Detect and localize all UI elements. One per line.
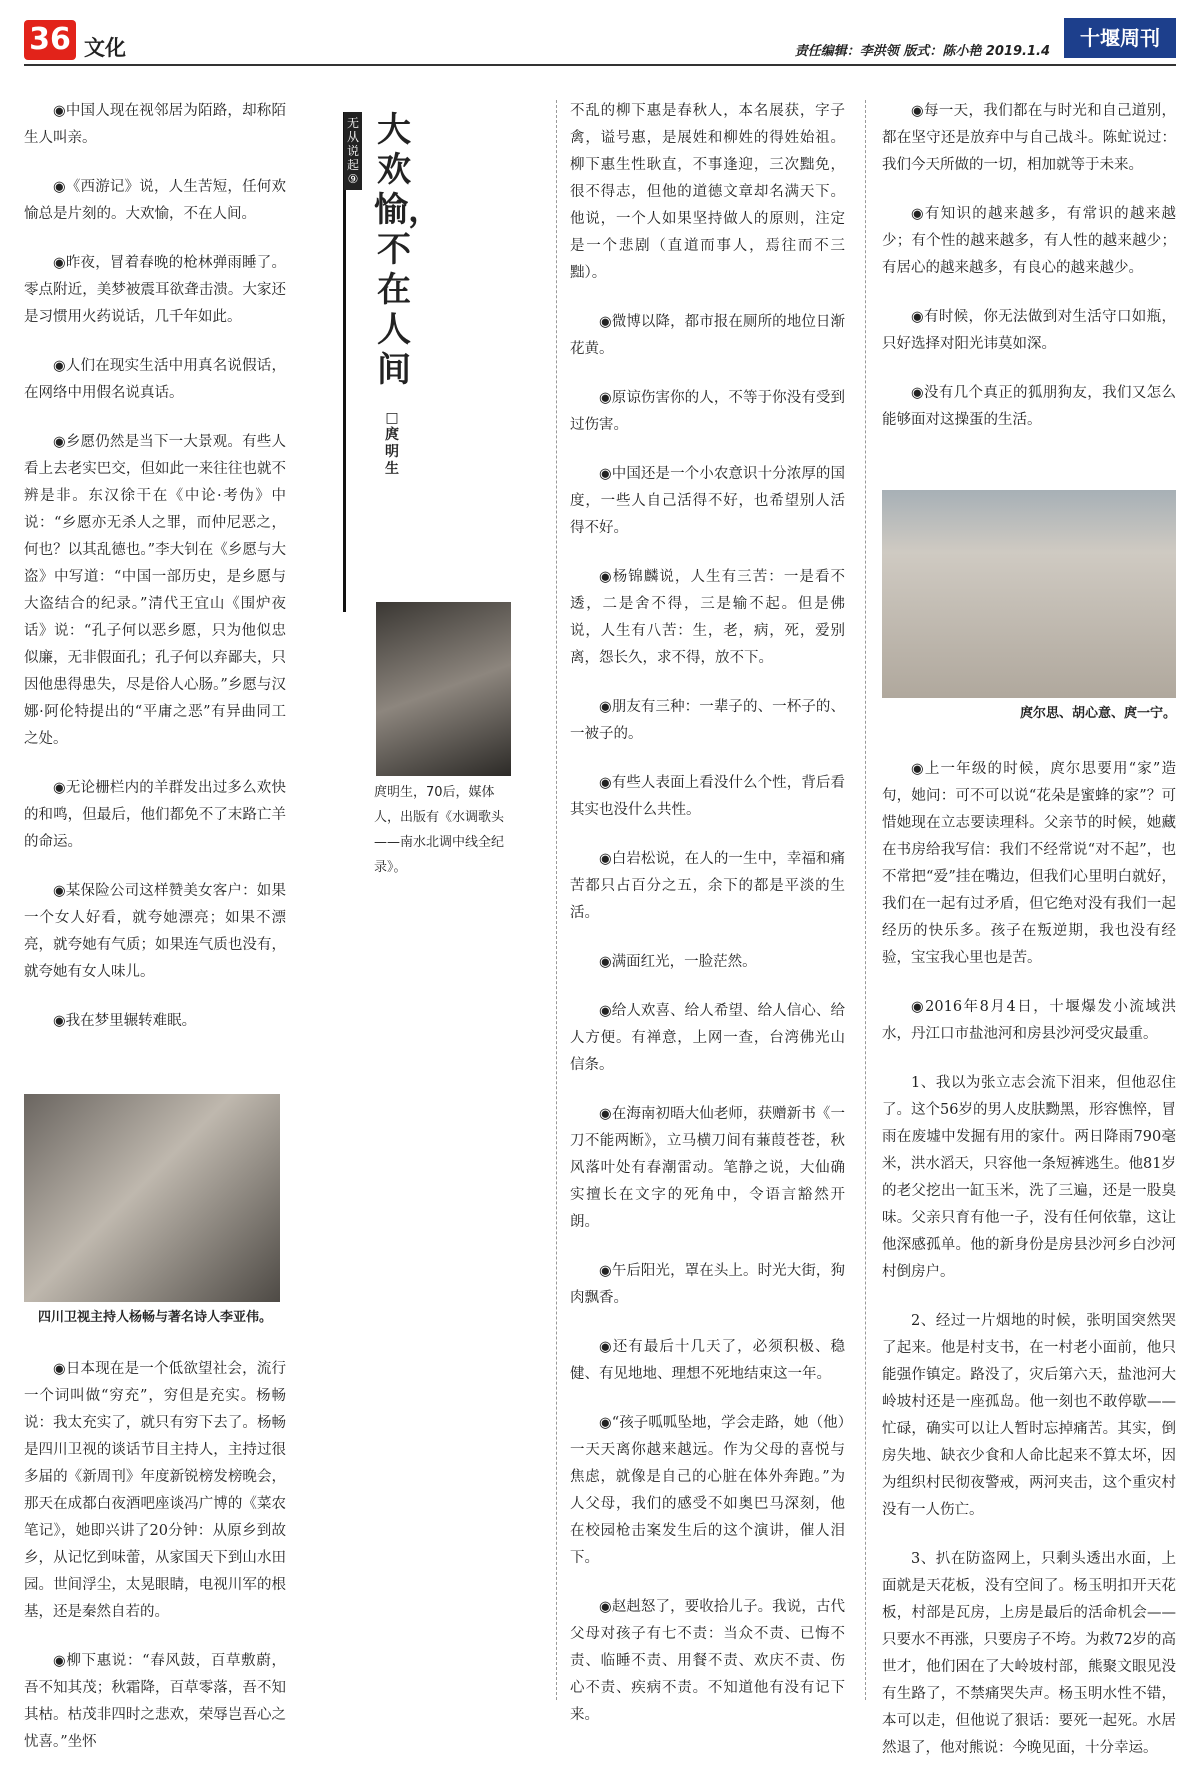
paragraph: ◉有时候，你无法做到对生活守口如瓶，只好选择对阳光讳莫如深。 [882,309,1176,352]
column-1b [24,1356,286,1778]
paragraph: ◉无论栅栏内的羊群发出过多么欢快的和鸣，但最后，他们都免不了末路亡羊的命运。 [24,780,286,850]
paragraph: ◉有些人表面上看没什么个性，背后看其实也没什么共性。 [570,775,845,818]
author-byline: □庹明生 [385,410,399,477]
photo1-caption: 四川卫视主持人杨畅与著名诗人李亚伟。 [37,1310,272,1325]
paragraph: ◉还有最后十几天了，必须积极、稳健、有见地地、理想不死地结束这一年。 [570,1339,845,1382]
paragraph: ◉满面红光，一脸茫然。 [599,954,757,970]
paragraph: ◉柳下惠说：“春风鼓，百草敷蔚，吾不知其茂；秋霜降，百草零落，吾不知其枯。枯茂非四时之悲欢，荣辱岂吾心之忧喜。”坐怀 [24,1653,286,1750]
paragraph: ◉有知识的越来越多，有常识的越来越少；有个性的越来越多，有人性的越来越少；有居心的越来越多，有良心的越来越少。 [882,206,1176,276]
title-line-1: 大欢愉， [374,110,442,230]
page-header [24,14,1176,66]
paragraph: 3、扒在防盗网上，只剩头透出水面，上面就是天花板，没有空间了。杨玉明扣开天花板，村部是瓦房，上房是最后的活命机会——只要水不再涨，只要房子不垮。为救72岁的高世才，他们困在了大岭坡村部，熊聚文眼见没有生路了，不禁痛哭失声。杨玉明水性不错，本可以走，但他说了狠话：要死一起死。水居然退了，他对熊说：今晚见面，十分幸运。 [882,1551,1176,1756]
paragraph: ◉没有几个真正的狐朋狗友，我们又怎么能够面对这操蛋的生活。 [882,385,1176,428]
brand-logo: 十堰周刊 [1064,18,1176,58]
column-2 [570,98,845,1751]
paragraph: ◉朋友有三种：一辈子的、一杯子的、一被子的。 [570,699,845,742]
author-caption: 庹明生，70后，媒体人，出版有《水调歌头——南水北调中线全纪录》。 [374,785,505,875]
paragraph: ◉中国还是一个小农意识十分浓厚的国度，一些人自己活得不好，也希望别人活得不好。 [570,466,845,536]
author-photo [376,602,511,776]
paragraph: ◉昨夜，冒着春晚的枪林弹雨睡了。零点附近，美梦被震耳欲聋击溃。大家还是习惯用火药说话，几千年如此。 [24,255,286,325]
series-tag: 无从说起⑨ [344,112,362,190]
paragraph: ◉日本现在是一个低欲望社会，流行一个词叫做“穷充”，穷但是充实。杨畅说：我太充实了，就只有穷下去了。杨畅是四川卫视的谈话节目主持人，主持过很多届的《新周刊》年度新锐榜发榜晚会，那天在成都白夜酒吧座谈冯广博的《菜农笔记》，她即兴讲了20分钟：从原乡到故乡，从记忆到味蕾，从家国天下到山水田园。世间浮尘，太晃眼睛，电视川军的根基，还是秦然自若的。 [24,1361,286,1620]
column-divider-1 [556,100,557,1700]
paragraph: ◉我在梦里辗转难眠。 [53,1013,197,1029]
paragraph: ◉上一年级的时候，庹尔思要用“家”造句，她问：可不可以说“花朵是蜜蜂的家”？可惜她现在立志要读理科。父亲节的时候，她藏在书房给我写信：我们不经常说“对不起”，也不常把“爱”挂在嘴边，但我们心里明白就好，我们在一起有过矛盾，但它绝对没有我们一起经历的快乐多。孩子在叛逆期，我也没有经验，宝宝我心里也是苦。 [882,761,1176,966]
photo-host-poet [24,1094,280,1302]
paragraph: ◉《西游记》说，人生苦短，任何欢愉总是片刻的。大欢愉，不在人间。 [24,179,286,222]
column-divider-2 [865,100,866,1700]
article-title [374,110,442,390]
paragraph: ◉人们在现实生活中用真名说假话，在网络中用假名说真话。 [24,358,286,401]
page-number: 36 [24,20,76,60]
paragraph: ◉杨锦麟说，人生有三苦：一是看不透，二是舍不得，三是输不起。但是佛说，人生有八苦：生，老，病，死，爱别离，怨长久，求不得，放不下。 [570,569,845,666]
paragraph: ◉2016年8月4日，十堰爆发小流域洪水，丹江口市盐池河和房县沙河受灾最重。 [882,999,1176,1042]
photo-children [882,490,1176,698]
paragraph: 不乱的柳下惠是春秋人，本名展获，字子禽，谥号惠，是展姓和柳姓的得姓始祖。柳下惠生性耿直，不事逢迎，三次黜免，很不得志，但他的道德文章却名满天下。他说，一个人如果坚持做人的原则，注定是一个悲剧（直道而事人，焉往而不三黜）。 [570,103,845,281]
paragraph: ◉乡愿仍然是当下一大景观。有些人看上去老实巴交，但如此一来往往也就不辨是非。东汉徐干在《中论·考伪》中说：“乡愿亦无杀人之罪，而仲尼恶之，何也？以其乱德也。”李大钊在《乡愿与大盗》中写道：“中国一部历史，是乡愿与大盗结合的纪录。”清代王宜山《围炉夜话》说：“孔子何以恶乡愿，只为他似忠似廉，无非假面孔；孔子何以弃鄙夫，只因他患得患失，尽是俗人心肠。”乡愿与汉娜·阿伦特提出的“平庸之恶”有异曲同工之处。 [24,434,286,747]
section-title: 文化 [84,36,126,60]
paragraph: ◉午后阳光，罩在头上。时光大街，狗肉飘香。 [570,1263,845,1306]
paragraph: ◉微博以降，都市报在厕所的地位日渐花黄。 [570,314,845,357]
column-3b [882,756,1176,1784]
paragraph: 2、经过一片烟地的时候，张明国突然哭了起来。他是村支书，在一村老小面前，他只能强作镇定。路没了，灾后第六天，盐池河大岭坡村还是一座孤岛。他一刻也不敢停歇——忙碌，确实可以让人暂时忘掉痛苦。其实，倒房失地、缺衣少食和人命比起来不算太坏，因为组织村民彻夜警戒，两河夹击，这个重灾村没有一人伤亡。 [882,1313,1176,1518]
paragraph: ◉在海南初晤大仙老师，获赠新书《一刀不能两断》，立马横刀间有蒹葭苍苍，秋风落叶处有春潮雷动。笔静之说，大仙确实擅长在文字的死角中，令语言豁然开朗。 [570,1106,845,1230]
paragraph: ◉中国人现在视邻居为陌路，却称陌生人叫亲。 [24,103,286,146]
paragraph: ◉给人欢喜、给人希望、给人信心、给人方便。有禅意，上网一查，台湾佛光山信条。 [570,1003,845,1073]
paragraph: ◉“孩子呱呱坠地，学会走路，她（他）一天天离你越来越远。作为父母的喜悦与焦虑，就像是自己的心脏在体外奔跑。”为人父母，我们的感受不如奥巴马深刻，他在校园枪击案发生后的这个演讲，催人泪下。 [570,1415,845,1566]
editor-line: 责任编辑：李洪领 版式：陈小艳 2019.1.4 [794,44,1050,59]
title-line-2: 不在人间 [377,230,411,390]
photo2-caption: 庹尔思、胡心意、庹一宁。 [1019,706,1176,721]
column-1a [24,98,286,1057]
paragraph: ◉白岩松说，在人的一生中，幸福和痛苦都只占百分之五，余下的都是平淡的生活。 [570,851,845,921]
paragraph: ◉原谅伤害你的人，不等于你没有受到过伤害。 [570,390,845,433]
paragraph: ◉赵赳怒了，要收拾儿子。我说，古代父母对孩子有七不责：当众不责、已悔不责、临睡不责、用餐不责、欢庆不责、伤心不责、疾病不责。不知道他有没有记下来。 [570,1599,845,1723]
column-3a [882,98,1176,456]
paragraph: ◉某保险公司这样赞美女客户：如果一个女人好看，就夸她漂亮；如果不漂亮，就夸她有气质；如果连气质也没有，就夸她有女人味儿。 [24,883,286,980]
paragraph: 1、我以为张立志会流下泪来，但他忍住了。这个56岁的男人皮肤黝黑，形容憔悴，冒雨在废墟中发掘有用的家什。两日降雨790毫米，洪水滔天，只容他一条短裤逃生。他81岁的老父挖出一缸玉米，洗了三遍，还是一股臭味。父亲只育有他一子，没有任何依靠，这让他深感孤单。他的新身份是房县沙河乡白沙河村倒房户。 [882,1075,1176,1280]
paragraph: ◉每一天，我们都在与时光和自己道别，都在坚守还是放弃中与自己战斗。陈虻说过：我们今天所做的一切，相加就等于未来。 [882,103,1176,173]
